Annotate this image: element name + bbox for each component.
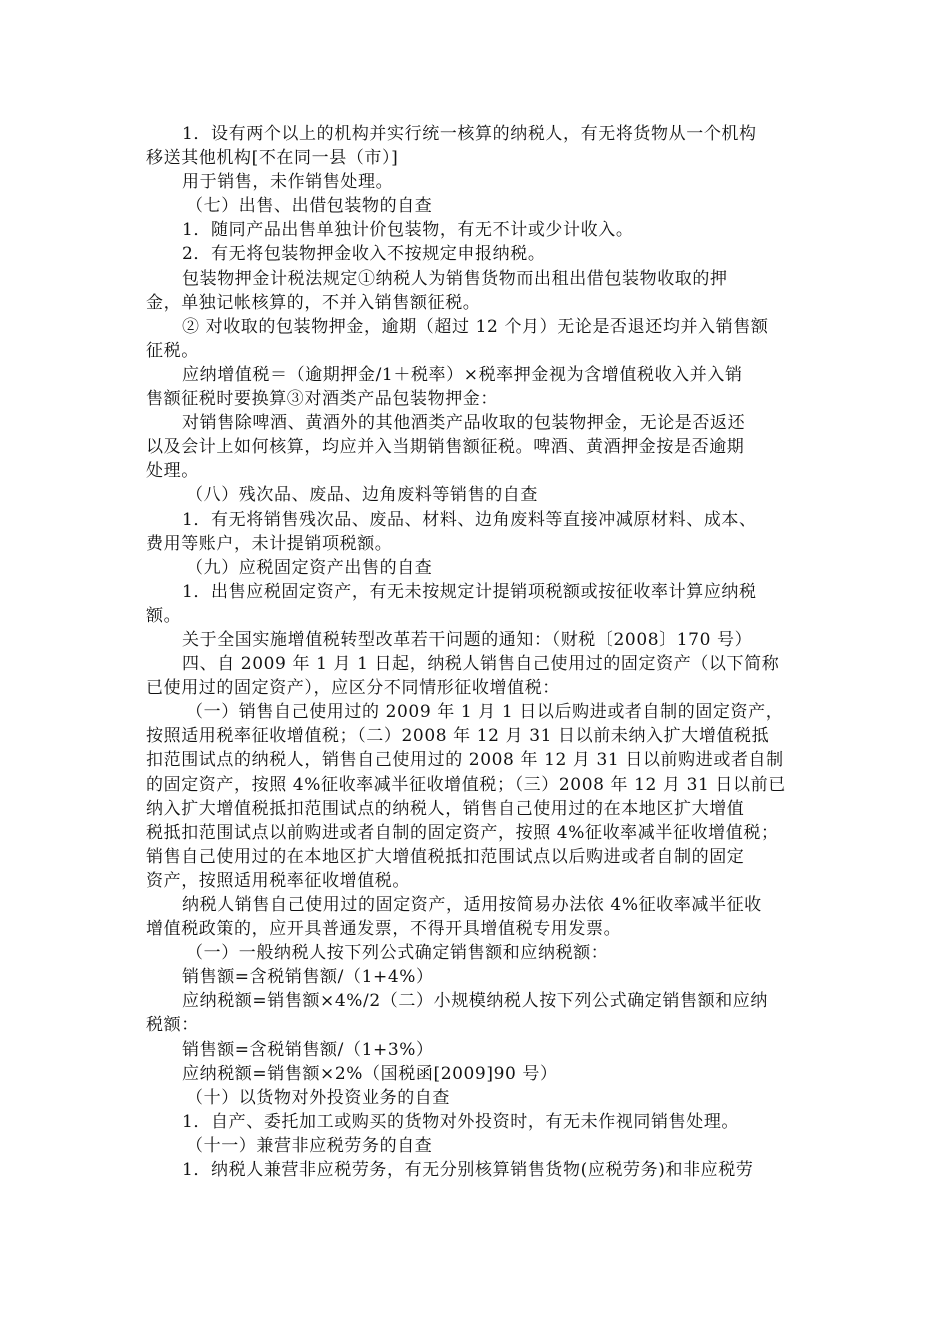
text-line: ② 对收取的包装物押金，逾期（超过 12 个月）无论是否退还均并入销售额 — [182, 316, 769, 337]
text-line: 对销售除啤酒、黄酒外的其他酒类产品收取的包装物押金，无论是否返还 — [182, 413, 746, 434]
text-line: （八）残次品、废品、边角废料等销售的自查 — [186, 485, 538, 506]
text-line: 资产，按照适用税率征收增值税。 — [146, 870, 410, 891]
text-line: （一）一般纳税人按下列公式确定销售额和应纳税额： — [186, 943, 609, 964]
text-line: 纳税人销售自己使用过的固定资产，适用按简易办法依 4%征收率减半征收 — [182, 895, 762, 915]
text-line: 2．有无将包装物押金收入不按规定申报纳税。 — [182, 244, 546, 265]
text-line: 销售额=含税销售额/（1+4%） — [182, 967, 434, 988]
text-line: 1．自产、委托加工或购买的货物对外投资时，有无未作视同销售处理。 — [182, 1111, 740, 1132]
document-body — [146, 122, 806, 1182]
text-line: 1．纳税人兼营非应税劳务，有无分别核算销售货物(应税劳务)和非应税劳 — [182, 1160, 754, 1181]
text-line: 1．随同产品出售单独计价包装物，有无不计或少计收入。 — [182, 220, 634, 241]
text-line: （十一）兼营非应税劳务的自查 — [186, 1135, 433, 1156]
text-line: 处理。 — [146, 461, 199, 482]
text-line: （十）以货物对外投资业务的自查 — [186, 1087, 450, 1108]
text-line: 费用等账户，未计提销项税额。 — [146, 533, 393, 554]
text-line: 包装物押金计税法规定①纳税人为销售货物而出租出借包装物收取的押 — [182, 268, 728, 289]
text-line: 增值税政策的，应开具普通发票，不得开具增值税专用发票。 — [146, 919, 622, 940]
text-line: 纳入扩大增值税抵扣范围试点的纳税人，销售自己使用过的在本地区扩大增值 — [146, 798, 745, 819]
text-line: （一）销售自己使用过的 2009 年 1 月 1 日以后购进或者自制的固定资产， — [186, 702, 784, 723]
text-line: 1．设有两个以上的机构并实行统一核算的纳税人，有无将货物从一个机构 — [182, 124, 757, 144]
text-line: 税抵扣范围试点以前购进或者自制的固定资产，按照 4%征收率减半征收增值税； — [146, 822, 779, 843]
text-line: 销售自己使用过的在本地区扩大增值税抵扣范围试点以后购进或者自制的固定 — [146, 846, 745, 867]
text-line: 金，单独记帐核算的，不并入销售额征税。 — [146, 292, 481, 313]
text-line: 用于销售，未作销售处理。 — [182, 172, 394, 193]
text-line: 扣范围试点的纳税人，销售自己使用过的 2008 年 12 月 31 日以前购进或者自制 — [146, 750, 784, 771]
text-line: 征税。 — [146, 340, 199, 361]
text-line: 已使用过的固定资产），应区分不同情形征收增值税： — [146, 678, 560, 699]
text-line: 以及会计上如何核算，均应并入当期销售额征税。啤酒、黄酒押金按是否逾期 — [146, 437, 745, 458]
text-line: 应纳增值税＝（逾期押金/1＋税率）×税率押金视为含增值税收入并入销 — [182, 364, 743, 385]
text-line: 应纳税额=销售额×4%/2（二）小规模纳税人按下列公式确定销售额和应纳 — [182, 991, 768, 1012]
text-line: 销售额=含税销售额/（1+3%） — [182, 1039, 434, 1060]
text-line: （九）应税固定资产出售的自查 — [186, 557, 433, 578]
text-line: 的固定资产，按照 4%征收率减半征收增值税；（三）2008 年 12 月 31 日以前已 — [146, 774, 786, 795]
text-line: 1．出售应税固定资产，有无未按规定计提销项税额或按征收率计算应纳税 — [182, 581, 757, 602]
text-line: 按照适用税率征收增值税；（二）2008 年 12 月 31 日以前未纳入扩大增值税抵 — [146, 726, 770, 747]
text-line: 售额征税时要换算③对酒类产品包装物押金： — [146, 389, 498, 410]
text-line: 关于全国实施增值税转型改革若干问题的通知：（财税〔2008〕170 号） — [182, 629, 753, 650]
text-line: 额。 — [146, 605, 182, 626]
text-line: （七）出售、出借包装物的自查 — [186, 196, 433, 217]
text-line: 四、自 2009 年 1 月 1 日起，纳税人销售自己使用过的固定资产（以下简称 — [182, 654, 780, 675]
text-line: 移送其他机构[不在同一县（市）] — [146, 148, 399, 169]
text-line: 1．有无将销售残次品、废品、材料、边角废料等直接冲减原材料、成本、 — [182, 509, 757, 530]
text-line: 应纳税额=销售额×2%（国税函[2009]90 号） — [182, 1063, 558, 1084]
text-line: 税额： — [146, 1015, 199, 1036]
